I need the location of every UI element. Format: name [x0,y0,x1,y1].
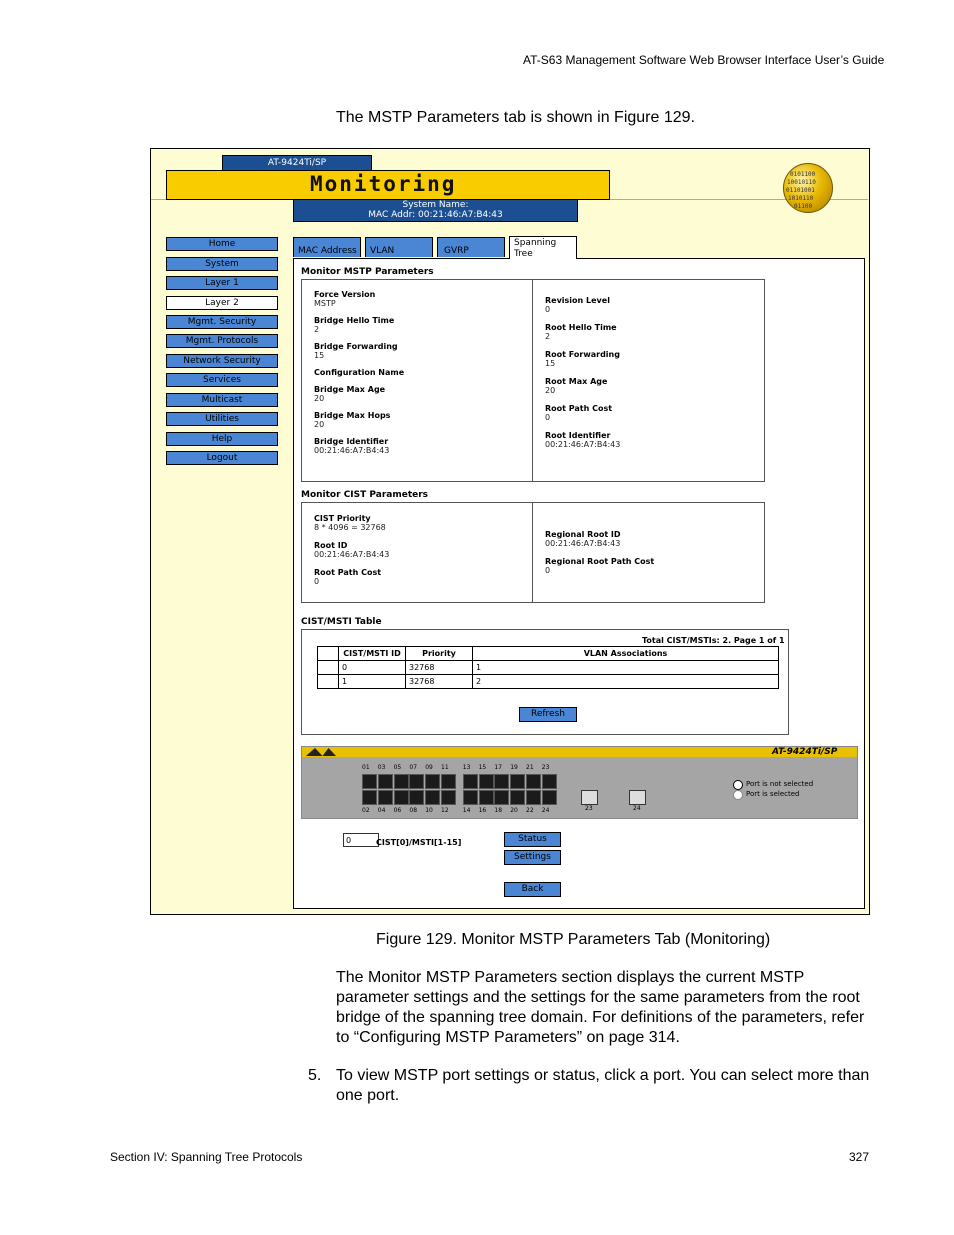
port-number-label: 07 [409,764,418,771]
running-header: AT-S63 Management Software Web Browser Interface User’s Guide [523,53,885,67]
port-number-label: 17 [494,764,503,771]
port-18[interactable] [494,790,509,805]
mstp-field-label: Root Path Cost [545,404,613,413]
mstp-field-label: Revision Level [545,296,610,305]
port-21[interactable] [526,774,541,789]
device-front-panel [301,746,858,819]
mstp-field-value: 15 [545,359,556,368]
port-number-label: 05 [393,764,402,771]
port-13[interactable] [463,774,478,789]
port-number-label: 15 [478,764,487,771]
instance-label: CIST[0]/MSTI[1-15] [376,838,462,847]
table-cell-priority: 32768 [406,661,473,675]
port-number-label: 12 [441,807,449,814]
tab-vlan[interactable]: VLAN [365,237,433,257]
mstp-field-label: Force Version [314,290,376,299]
tab-gvrp[interactable]: GVRP [437,237,505,257]
system-info-bar [293,199,578,222]
mstp-field-value: 00:21:46:A7:B4:43 [545,440,621,449]
port-number-label: 02 [362,807,370,814]
port-number-label: 13 [462,764,471,771]
port-12[interactable] [441,790,456,805]
cist-left-column [314,514,389,586]
mstp-field-label: Bridge Max Age [314,385,386,394]
port-05[interactable] [394,774,409,789]
port-01[interactable] [362,774,377,789]
cist-field-label: CIST Priority [314,514,371,523]
table-header-vlans: VLAN Associations [473,647,779,661]
legend-not-selected-icon [733,780,743,790]
settings-button[interactable]: Settings [504,850,561,865]
mstp-field-label: Bridge Max Hops [314,411,391,420]
table-cell-priority: 32768 [406,675,473,689]
banner-title: Monitoring [310,172,457,196]
mstp-field-value: 00:21:46:A7:B4:43 [314,446,390,455]
table-row-spacer [318,675,339,689]
step-number: 5. [308,1067,322,1084]
port-19[interactable] [510,774,525,789]
port-number-label: 09 [425,764,433,771]
port-number-label: 22 [526,807,534,814]
table-row[interactable] [318,675,779,689]
port-20[interactable] [510,790,525,805]
port-24[interactable] [542,790,557,805]
port-number-label: 18 [494,807,503,814]
table-header-priority: Priority [406,647,473,661]
legend-selected-label: Port is selected [746,790,800,798]
port-08[interactable] [409,790,424,805]
port-16[interactable] [479,790,494,805]
legend-selected-icon [733,790,743,800]
cist-field-value: 0 [545,566,551,575]
nav-system[interactable]: System [166,257,278,271]
nav-multicast[interactable]: Multicast [166,393,278,407]
status-button[interactable]: Status [504,832,561,847]
mstp-field-value: 20 [545,386,556,395]
nav-layer2[interactable]: Layer 2 [166,296,278,310]
footer-page-number: 327 [849,1150,870,1164]
port-number-label: 20 [510,807,518,814]
cist-field-label: Root Path Cost [314,568,382,577]
nav-help[interactable]: Help [166,432,278,446]
cist-field-label: Root ID [314,541,348,550]
mstp-field-label: Bridge Identifier [314,437,389,446]
port-23[interactable] [542,774,557,789]
table-total-label: Total CIST/MSTIs: 2. Page 1 of 1 [642,636,785,645]
nav-mgmt-protocols[interactable]: Mgmt. Protocols [166,334,278,348]
port-number-label: 03 [377,764,386,771]
nav-home[interactable]: Home [166,237,278,251]
nav-services[interactable]: Services [166,373,278,387]
port-06[interactable] [394,790,409,805]
tab-spanning-tree[interactable]: Spanning Tree [509,236,577,259]
cist-field-value: 8 * 4096 = 32768 [314,523,386,532]
mstp-field-label: Configuration Name [314,368,405,377]
tab-mac-address[interactable]: MAC Address [293,237,361,257]
mstp-field-label: Bridge Hello Time [314,316,395,325]
legend-not-selected-label: Port is not selected [746,780,814,788]
table-header-spacer [318,647,339,661]
table-header-row [318,647,779,661]
mstp-field-label: Root Forwarding [545,350,620,359]
table-cell-id: 1 [339,675,406,689]
intro-text: The MSTP Parameters tab is shown in Figure 129. [336,109,695,126]
port-14[interactable] [463,790,478,805]
port-number-label: 19 [510,764,518,771]
mstp-right-column [545,296,620,449]
refresh-button[interactable]: Refresh [519,707,577,722]
nav-logout[interactable]: Logout [166,451,278,465]
body-paragraph: The Monitor MSTP Parameters section displays the current MSTP parameter settings and the settings for the same parameters from the root bridge of the spanning tree domain. For definitions of the parameters, refer to “Configuring MSTP Parameters” on page 314. [336,969,865,1046]
device-model-label: AT-9424Ti/SP [772,747,838,757]
cist-field-value: 0 [314,577,320,586]
port-23-sfp[interactable] [581,790,598,805]
port-11[interactable] [441,774,456,789]
table-header-id: CIST/MSTI ID [339,647,406,661]
nav-network-security[interactable]: Network Security [166,354,278,368]
mstp-left-column [314,290,404,455]
cist-section-title: Monitor CIST Parameters [301,490,429,500]
port-09[interactable] [425,774,440,789]
table-cell-vlans: 2 [473,675,779,689]
port-23-label: 23 [585,805,593,812]
mac-address-label: MAC Addr: 00:21:46:A7:B4:43 [368,210,503,220]
model-tab: AT-9424Ti/SP [222,155,372,171]
mstp-field-value: 2 [545,332,551,341]
figure-caption: Figure 129. Monitor MSTP Parameters Tab (Monitoring) [376,931,771,948]
mstp-field-value: MSTP [314,299,336,308]
system-name-label: System Name: [402,200,469,210]
cist-field-label: Regional Root ID [545,530,621,539]
port-02[interactable] [362,790,377,805]
port-22[interactable] [526,790,541,805]
port-17[interactable] [494,774,509,789]
nav-layer1[interactable]: Layer 1 [166,276,278,290]
mstp-field-value: 0 [545,413,551,422]
table-row[interactable] [318,661,779,675]
instance-input[interactable] [343,833,379,847]
mstp-field-value: 20 [314,394,325,403]
nav-utilities[interactable]: Utilities [166,412,278,426]
port-number-label: 14 [462,807,471,814]
mstp-divider [532,279,533,481]
table-cell-vlans: 1 [473,661,779,675]
port-number-label: 08 [409,807,418,814]
table-cell-id: 0 [339,661,406,675]
table-section-title: CIST/MSTI Table [301,617,382,627]
port-number-label: 16 [478,807,487,814]
mstp-field-label: Root Identifier [545,431,611,440]
table-row-spacer [318,661,339,675]
cist-field-label: Regional Root Path Cost [545,557,655,566]
cist-divider [532,502,533,602]
globe-logo-icon: 0101100 10010110 01101001 1010110 01100 [783,163,833,213]
port-grid [362,774,562,806]
mstp-field-label: Root Hello Time [545,323,617,332]
mstp-section-title: Monitor MSTP Parameters [301,267,434,277]
cist-right-column [545,530,654,575]
mstp-field-label: Bridge Forwarding [314,342,398,351]
port-24-label: 24 [633,805,641,812]
port-03[interactable] [378,774,393,789]
back-button[interactable]: Back [504,882,561,897]
port-number-label: 04 [377,807,386,814]
step-text: To view MSTP port settings or status, click a port. You can select more than one port. [336,1067,870,1104]
cist-field-value: 00:21:46:A7:B4:43 [545,539,621,548]
cist-field-value: 00:21:46:A7:B4:43 [314,550,390,559]
mstp-field-value: 0 [545,305,551,314]
port-04[interactable] [378,790,393,805]
mstp-field-label: Root Max Age [545,377,608,386]
port-15[interactable] [479,774,494,789]
cist-msti-table [317,646,779,689]
port-number-label: 06 [393,807,402,814]
port-number-label: 23 [541,764,550,771]
port-number-label: 24 [541,807,550,814]
mstp-field-value: 20 [314,420,325,429]
port-24-sfp[interactable] [629,790,646,805]
port-number-label: 10 [425,807,433,814]
port-number-label: 21 [526,764,534,771]
footer-section: Section IV: Spanning Tree Protocols [110,1150,303,1164]
port-10[interactable] [425,790,440,805]
port-07[interactable] [409,774,424,789]
port-number-label: 01 [362,764,370,771]
nav-mgmt-security[interactable]: Mgmt. Security [166,315,278,329]
mstp-field-value: 2 [314,325,320,334]
mstp-field-value: 15 [314,351,325,360]
port-number-label: 11 [441,764,449,771]
